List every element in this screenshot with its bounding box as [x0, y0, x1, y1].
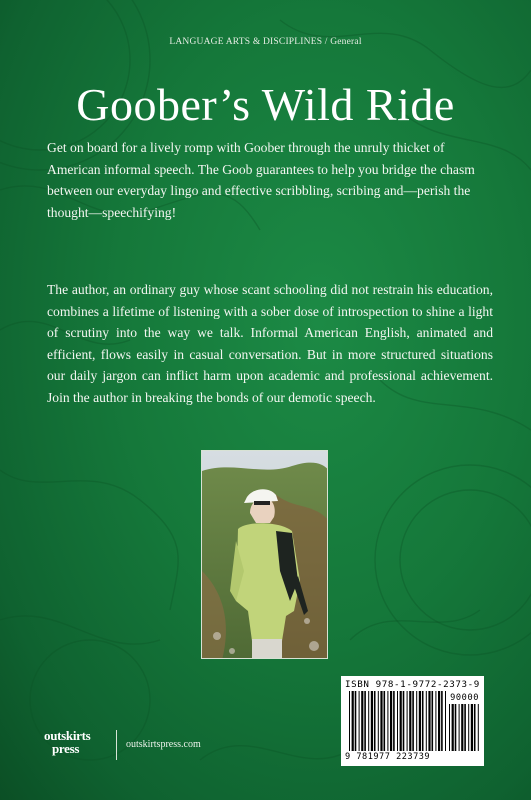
price-barcode-bars — [449, 704, 479, 751]
isbn-number: ISBN 978-1-9772-2373-9 — [345, 679, 480, 690]
publisher-website: outskirtspress.com — [126, 739, 201, 750]
book-blurb: Get on board for a lively romp with Goober through the unruly thicket of American informal speech. The Goob guarantees to help you bridge the chasm between our everyday lingo and effective scribbling, scribing and—perish the thought—speechifying! — [47, 140, 475, 220]
barcode-bars — [349, 691, 446, 751]
author-photo — [201, 450, 328, 659]
book-description: The author, an ordinary guy whose scant schooling did not restrain his education, combines a lifetime of listening with a sober dose of introspection to shine a light of scrutiny into the way we talk. Informal American English, animated and efficient, flows easily in casual conversation. But in more structured situations our daily jargon can inflict harm upon academic and professional achievement. Join the author in breaking the bonds of our demotic speech. — [47, 282, 493, 405]
logo-divider — [116, 730, 117, 760]
isbn-barcode — [341, 676, 484, 766]
price-code: 90000 — [450, 693, 479, 703]
barcode-digits: 9 781977 223739 — [345, 752, 431, 762]
book-category: LANGUAGE ARTS & DISCIPLINES / General — [169, 37, 362, 47]
book-title: Goober’s Wild Ride — [76, 79, 455, 130]
publisher-logo: outskirts press — [44, 728, 91, 756]
